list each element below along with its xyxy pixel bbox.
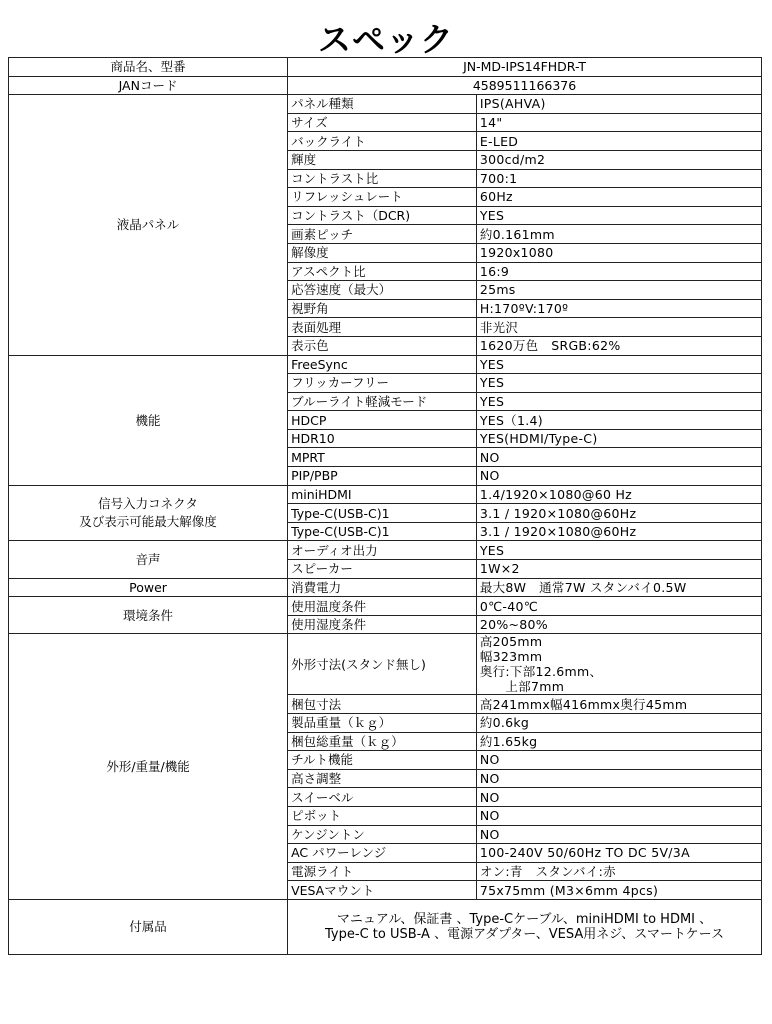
category-label: 液晶パネル: [9, 95, 288, 355]
spec-label: VESAマウント: [288, 881, 477, 900]
spec-label: パネル種類: [288, 95, 477, 114]
spec-value: 1920x1080: [476, 243, 761, 262]
spec-label: HDCP: [288, 411, 477, 430]
spec-label: 梱包総重量（ｋｇ）: [288, 732, 477, 751]
spec-label: 表面処理: [288, 318, 477, 337]
spec-label: 解像度: [288, 243, 477, 262]
spec-label: Type-C(USB-C)1: [288, 504, 477, 523]
spec-label: PIP/PBP: [288, 467, 477, 486]
model-row: [9, 58, 762, 77]
spec-value: YES: [476, 541, 761, 560]
spec-value: IPS(AHVA): [476, 95, 761, 114]
spec-row: [9, 634, 762, 695]
accessories-line: Type-C to USB-A 、電源アダプター、VESA用ネジ、スマートケース: [325, 926, 725, 942]
spec-value: 16:9: [476, 262, 761, 281]
spec-value: 約1.65kg: [476, 732, 761, 751]
spec-label: 消費電力: [288, 578, 477, 597]
category-label: [9, 485, 288, 541]
spec-label: コントラスト比: [288, 169, 477, 188]
model-label: 商品名、型番: [9, 58, 288, 77]
spec-label: HDR10: [288, 429, 477, 448]
spec-value: NO: [476, 769, 761, 788]
spec-value: YES（1.4): [476, 411, 761, 430]
spec-row: [9, 578, 762, 597]
spec-label: AC パワーレンジ: [288, 844, 477, 863]
spec-label: サイズ: [288, 113, 477, 132]
spec-value: 60Hz: [476, 188, 761, 207]
accessories-row: [9, 899, 762, 954]
spec-value: 25ms: [476, 281, 761, 300]
spec-label: 画素ピッチ: [288, 225, 477, 244]
spec-value: YES(HDMI/Type-C): [476, 429, 761, 448]
spec-value: 高241mmx幅416mmx奥行45mm: [476, 695, 761, 714]
jan-label: JANコード: [9, 76, 288, 95]
spec-value-line: 奥行:下部12.6mm、: [479, 664, 603, 680]
spec-label: チルト機能: [288, 751, 477, 770]
spec-table: [8, 57, 762, 955]
spec-label: 使用温度条件: [288, 597, 477, 616]
spec-value: 1W×2: [476, 560, 761, 579]
spec-row: [9, 355, 762, 374]
spec-value: H:170ºV:170º: [476, 299, 761, 318]
spec-label: 梱包寸法: [288, 695, 477, 714]
spec-value: YES: [476, 374, 761, 393]
jan-value: 4589511166376: [288, 76, 762, 95]
spec-value: 700:1: [476, 169, 761, 188]
spec-value: NO: [476, 788, 761, 807]
spec-label: 輝度: [288, 150, 477, 169]
spec-value: 100-240V 50/60Hz TO DC 5V/3A: [476, 844, 761, 863]
spec-value: 20%~80%: [476, 615, 761, 634]
spec-value: E-LED: [476, 132, 761, 151]
spec-value: NO: [476, 806, 761, 825]
accessories-value: [288, 899, 762, 954]
spec-label: MPRT: [288, 448, 477, 467]
spec-label: FreeSync: [288, 355, 477, 374]
spec-value: 14": [476, 113, 761, 132]
spec-label: 視野角: [288, 299, 477, 318]
spec-label: miniHDMI: [288, 485, 477, 504]
spec-value: 非光沢: [476, 318, 761, 337]
spec-value: 1.4/1920×1080@60 Hz: [476, 485, 761, 504]
spec-label: アスペクト比: [288, 262, 477, 281]
spec-value: 300cd/m2: [476, 150, 761, 169]
spec-label: ケンジントン: [288, 825, 477, 844]
spec-value: 0℃-40℃: [476, 597, 761, 616]
spec-label: 外形寸法(スタンド無し): [288, 634, 477, 695]
spec-row: [9, 95, 762, 114]
spec-label: バックライト: [288, 132, 477, 151]
spec-value: NO: [476, 467, 761, 486]
category-label-line: 及び表示可能最大解像度: [79, 514, 217, 530]
spec-label: オーディオ出力: [288, 541, 477, 560]
spec-value: [476, 634, 761, 695]
spec-label: 表示色: [288, 336, 477, 355]
spec-value: 1620万色 SRGB:62%: [476, 336, 761, 355]
spec-value: 最大8W 通常7W スタンバイ0.5W: [476, 578, 761, 597]
spec-label: 使用湿度条件: [288, 615, 477, 634]
spec-value: NO: [476, 751, 761, 770]
spec-value: NO: [476, 825, 761, 844]
model-value: JN-MD-IPS14FHDR-T: [288, 58, 762, 77]
spec-value: 約0.161mm: [476, 225, 761, 244]
spec-label: Type-C(USB-C)1: [288, 522, 477, 541]
accessories-label: 付属品: [9, 899, 288, 954]
accessories-line: マニュアル、保証書 、Type-Cケーブル、miniHDMI to HDMI 、: [336, 911, 713, 927]
spec-value: NO: [476, 448, 761, 467]
page-title: スペック: [318, 20, 454, 59]
jan-row: [9, 76, 762, 95]
spec-value: 約0.6kg: [476, 714, 761, 733]
spec-label: スピーカー: [288, 560, 477, 579]
spec-row: [9, 485, 762, 504]
category-label: 環境条件: [9, 597, 288, 634]
spec-row: [9, 541, 762, 560]
spec-value-line: 上部7mm: [479, 679, 565, 695]
category-label: 外形/重量/機能: [9, 634, 288, 900]
category-label: 音声: [9, 541, 288, 578]
category-label-line: 信号入力コネクタ: [98, 496, 198, 512]
spec-label: 製品重量（ｋｇ）: [288, 714, 477, 733]
spec-value-line: 幅323mm: [479, 649, 543, 665]
spec-label: スイーベル: [288, 788, 477, 807]
spec-label: ブルーライト軽減モード: [288, 392, 477, 411]
spec-label: コントラスト（DCR): [288, 206, 477, 225]
spec-value-line: 高205mm: [479, 634, 543, 650]
spec-row: [9, 597, 762, 616]
spec-label: ピボット: [288, 806, 477, 825]
spec-label: 応答速度（最大）: [288, 281, 477, 300]
spec-label: フリッカーフリー: [288, 374, 477, 393]
spec-value: 3.1 / 1920×1080@60Hz: [476, 522, 761, 541]
spec-label: 電源ライト: [288, 862, 477, 881]
spec-value: 75x75mm (M3×6mm 4pcs): [476, 881, 761, 900]
spec-value: オン:青 スタンバイ:赤: [476, 862, 761, 881]
spec-value: YES: [476, 206, 761, 225]
category-label: 機能: [9, 355, 288, 485]
spec-label: リフレッシュレート: [288, 188, 477, 207]
spec-value: YES: [476, 355, 761, 374]
spec-label: 高さ調整: [288, 769, 477, 788]
spec-value: YES: [476, 392, 761, 411]
spec-value: 3.1 / 1920×1080@60Hz: [476, 504, 761, 523]
category-label: Power: [9, 578, 288, 597]
